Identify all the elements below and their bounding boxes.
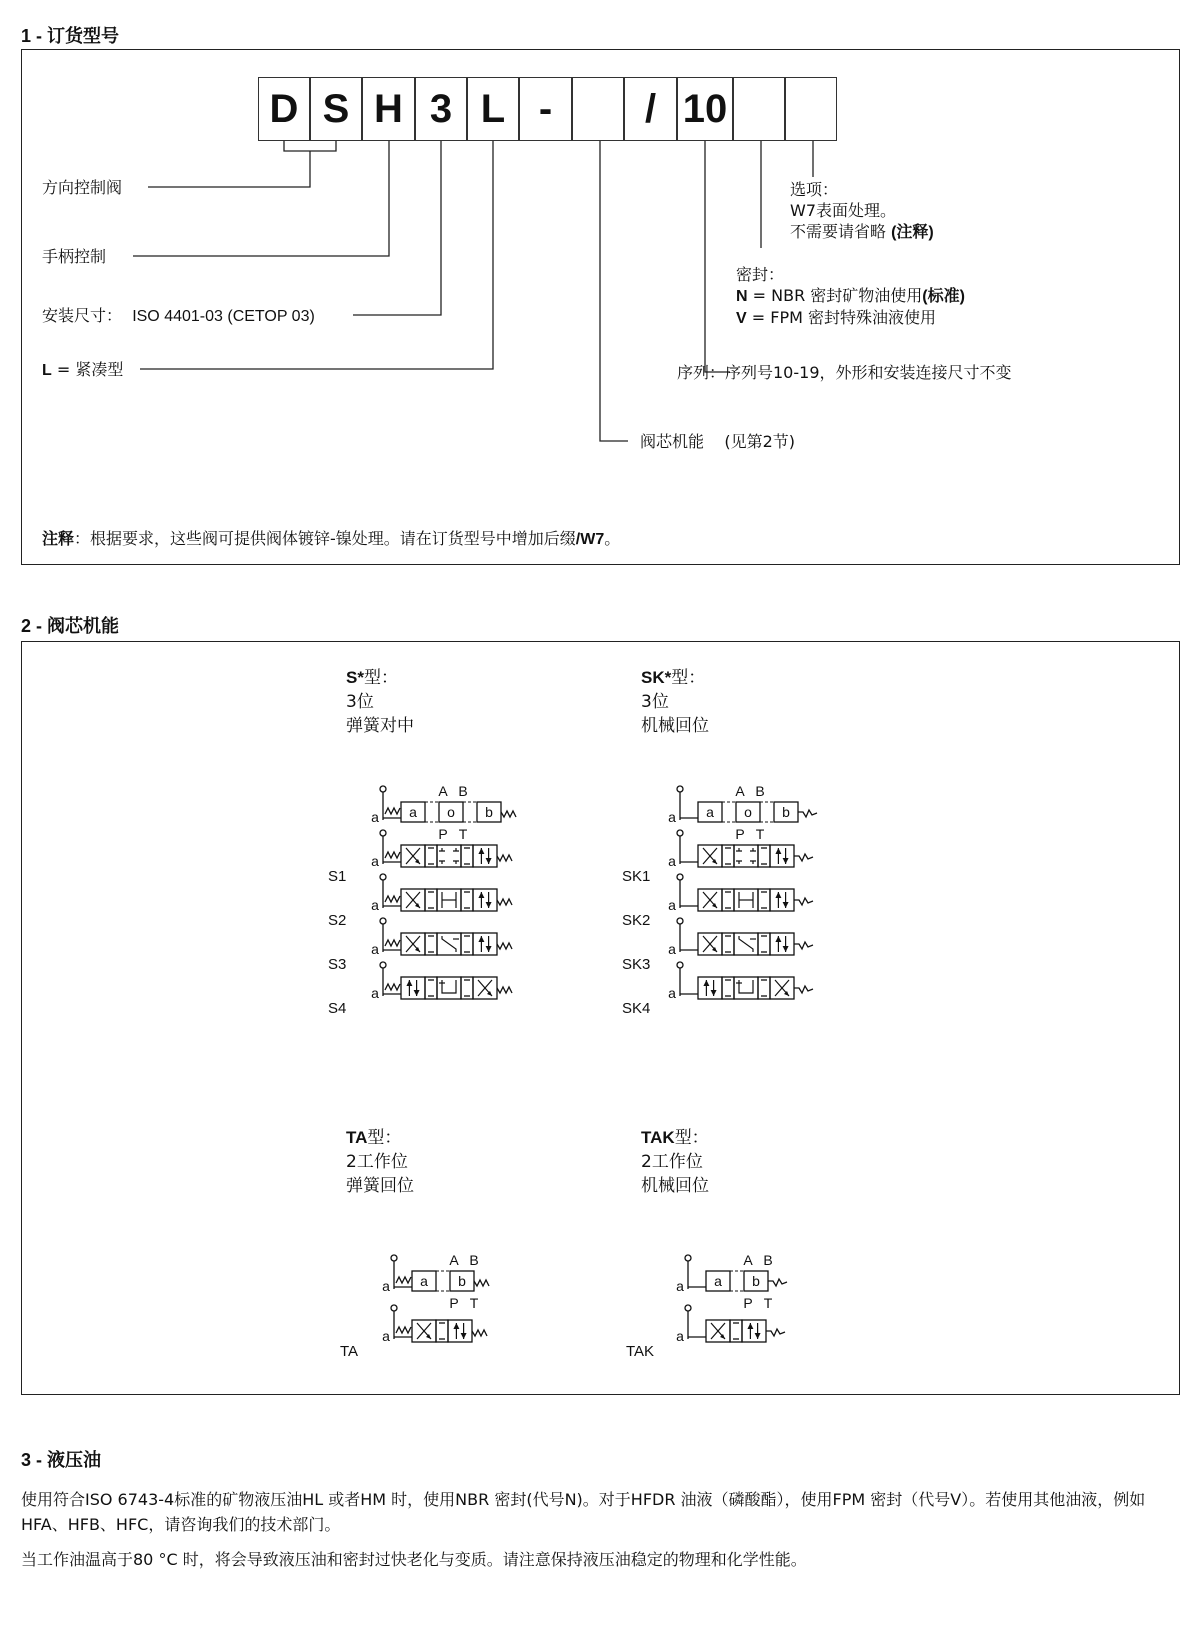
lever-a-label: a <box>676 1278 684 1294</box>
label-series: 序列：序列号10-19，外形和安装连接尺寸不变 <box>677 363 1012 382</box>
port-b-label: B <box>458 783 468 799</box>
spool-text: 阀芯机能 <box>640 432 705 451</box>
arrow-head <box>775 936 781 942</box>
mechanical-return-icon <box>794 942 813 949</box>
arrow-head <box>775 892 781 898</box>
row-label-s2: S2 <box>328 912 347 929</box>
lever-knob <box>380 918 386 924</box>
seal-n-key: N <box>736 288 748 305</box>
arrow-head <box>486 858 492 864</box>
spring-left-icon <box>385 808 400 814</box>
port-block <box>453 848 459 851</box>
seal-v-text: = FPM 密封特殊油液使用 <box>746 308 936 327</box>
spool-cell <box>437 845 461 867</box>
mechanical-return-icon <box>794 986 813 993</box>
port-block <box>750 848 756 851</box>
arrow-head <box>747 1323 753 1329</box>
lever-a-label: a <box>371 897 379 913</box>
port-b-label: B <box>469 1252 479 1268</box>
code-cell-l: L <box>467 77 519 141</box>
spool-label-o: o <box>744 804 752 820</box>
lever-knob <box>677 918 683 924</box>
row-label-ta: TA <box>340 1343 359 1360</box>
spring-left-icon <box>385 940 400 946</box>
arrow-head <box>755 1333 761 1339</box>
spool-cell <box>734 845 758 867</box>
lever-knob <box>677 962 683 968</box>
spool-cell <box>448 1320 472 1342</box>
port-b-label: B <box>763 1252 773 1268</box>
arrow-head <box>775 848 781 854</box>
option-note: (注释) <box>891 224 934 241</box>
port-p-label: P <box>449 1295 459 1311</box>
lever-a-label: a <box>382 1328 390 1344</box>
spool-cell <box>473 933 497 955</box>
spool-cell <box>770 889 794 911</box>
row-label-s3: S3 <box>328 956 347 973</box>
section1-title: 1 - 订货型号 <box>21 26 120 46</box>
row-label-sk4: SK4 <box>622 1000 651 1017</box>
arrow-head <box>486 902 492 908</box>
note-end: 。 <box>604 529 621 548</box>
spring-left-icon <box>385 852 400 858</box>
spool-cell <box>770 933 794 955</box>
port-a-label: A <box>743 1252 753 1268</box>
spool-row-symbol <box>668 874 813 913</box>
port-a-label: A <box>735 783 745 799</box>
spring-right-icon <box>474 1280 489 1286</box>
lever-knob <box>380 786 386 792</box>
spool-cell <box>698 977 722 999</box>
code-cell-slash: / <box>624 77 677 141</box>
mechanical-return-icon <box>798 810 817 817</box>
section3-title: 3 - 液压油 <box>21 1450 102 1470</box>
arrow-head <box>461 1333 467 1339</box>
mechanical-return-icon <box>766 1329 785 1336</box>
spool-cell <box>437 977 461 999</box>
lever-knob <box>380 874 386 880</box>
arrow-head <box>703 980 709 986</box>
arrow-head <box>711 990 717 996</box>
lever-a-label: a <box>668 853 676 869</box>
lever-knob <box>677 874 683 880</box>
lever-a-label: a <box>371 809 379 825</box>
port-block <box>439 848 445 851</box>
flow-u <box>739 980 753 993</box>
code-cell-d: D <box>258 77 310 141</box>
spool-label-b: b <box>485 804 493 820</box>
port-b-label: B <box>755 783 765 799</box>
arrow-head <box>486 946 492 952</box>
arrow-head <box>414 990 420 996</box>
row-label-sk1: SK1 <box>622 868 651 885</box>
arrow-head <box>478 848 484 854</box>
spool-label-b: b <box>458 1273 466 1289</box>
arrow-head <box>783 858 789 864</box>
arrow-head <box>406 980 412 986</box>
note-suffix: /W7 <box>575 531 605 548</box>
spring-left-icon <box>385 896 400 902</box>
group-tak-heading: TAK型： 2工作位 机械回位 <box>641 1128 709 1196</box>
lever-a-label: a <box>371 853 379 869</box>
arrow-head <box>783 902 789 908</box>
label-directional-valve: 方向控制阀 <box>42 178 123 197</box>
spool-header-symbol <box>676 1252 787 1311</box>
spool-cell <box>473 889 497 911</box>
port-p-label: P <box>438 826 448 842</box>
lever-knob <box>380 830 386 836</box>
lever-a-label: a <box>371 941 379 957</box>
lever-knob <box>685 1255 691 1261</box>
arrow-head <box>783 946 789 952</box>
compact-text: = 紧凑型 <box>51 360 124 379</box>
port-p-label: P <box>735 826 745 842</box>
spring-right-icon <box>497 943 512 949</box>
option-title: 选项： <box>790 180 839 199</box>
lever-a-label: a <box>668 809 676 825</box>
spool-label-a: a <box>714 1273 722 1289</box>
arrow-head <box>478 892 484 898</box>
row-label-s1: S1 <box>328 868 347 885</box>
code-cell-h: H <box>362 77 415 141</box>
row-label-sk3: SK3 <box>622 956 651 973</box>
mounting-prefix: 安装尺寸： <box>42 306 123 325</box>
spool-ref: (见第2节) <box>724 432 796 451</box>
spool-cell <box>734 977 758 999</box>
option-line2: 不需要请省略 (注释) <box>790 222 934 241</box>
arrow-head <box>478 936 484 942</box>
section3-para1: 使用符合ISO 6743-4标准的矿物液压油HL 或者HM 时，使用NBR 密封(代号N)。对于HFDR 油液（磷酸酯），使用FPM 密封（代号V）。若使用其他油液，例如HFA、HFB、HFC，请咨询我们的技术部门。 <box>21 1490 1146 1534</box>
spring-left-icon <box>396 1327 411 1333</box>
lever-a-label: a <box>668 985 676 1001</box>
port-t-label: T <box>763 1295 773 1311</box>
port-a-label: A <box>438 783 448 799</box>
seal-v-key: V <box>736 310 747 327</box>
option-line1: W7表面处理。 <box>790 201 897 220</box>
spool-label-o: o <box>447 804 455 820</box>
row-label-sk2: SK2 <box>622 912 651 929</box>
spool-row-symbol <box>371 874 512 913</box>
spool-row-symbol <box>668 962 813 1001</box>
lever-knob <box>391 1255 397 1261</box>
port-block <box>750 861 756 864</box>
lever-a-label: a <box>676 1328 684 1344</box>
port-t-label: T <box>755 826 765 842</box>
row-label-tak: TAK <box>626 1343 655 1360</box>
spring-right-icon <box>497 987 512 993</box>
port-t-label: T <box>458 826 468 842</box>
port-block <box>439 861 445 864</box>
spool-header-symbol <box>382 1252 489 1311</box>
spool-row-symbol <box>371 918 512 957</box>
spool-row-symbol <box>668 918 813 957</box>
spool-cell <box>742 1320 766 1342</box>
port-block <box>453 861 459 864</box>
mechanical-return-icon <box>794 898 813 905</box>
port-block <box>736 848 742 851</box>
port-p-label: P <box>743 1295 753 1311</box>
spool-header-symbol <box>668 783 817 842</box>
spring-right-icon <box>497 855 512 861</box>
lever-a-label: a <box>668 897 676 913</box>
seal-n-std: (标准) <box>922 288 965 305</box>
spool-label-b: b <box>752 1273 760 1289</box>
compact-key: L <box>42 362 52 379</box>
lever-a-label: a <box>668 941 676 957</box>
spring-right-icon <box>472 1330 487 1336</box>
lever-knob <box>380 962 386 968</box>
section3-para2: 当工作油温高于80 °C 时，将会导致液压油和密封过快老化与变质。请注意保持液压油稳定的物理和化学性能。 <box>21 1550 807 1569</box>
label-lever-control: 手柄控制 <box>42 247 107 266</box>
port-a-label: A <box>449 1252 459 1268</box>
port-t-label: T <box>469 1295 479 1311</box>
group-s-heading: S*型： 3位 弹簧对中 <box>346 668 414 736</box>
spring-left-icon <box>396 1277 411 1283</box>
spool-label-b: b <box>782 804 790 820</box>
seal-title: 密封： <box>736 265 785 284</box>
lever-a-label: a <box>371 985 379 1001</box>
group-sk-heading: SK*型： 3位 机械回位 <box>641 668 709 736</box>
arrow-head <box>453 1323 459 1329</box>
lever-knob <box>677 786 683 792</box>
spring-left-icon <box>385 984 400 990</box>
spool-cell <box>401 977 425 999</box>
spool-label-a: a <box>420 1273 428 1289</box>
spool-header-symbol <box>371 783 516 842</box>
spring-right-icon <box>497 899 512 905</box>
code-cell-dash: - <box>519 77 572 141</box>
spool-cell <box>770 845 794 867</box>
spool-label-a: a <box>409 804 417 820</box>
note-key: 注释 <box>42 531 75 548</box>
spool-cell <box>473 845 497 867</box>
lever-knob <box>391 1305 397 1311</box>
spring-right-icon <box>501 811 516 817</box>
lever-knob <box>677 830 683 836</box>
code-cell-s: S <box>310 77 362 141</box>
spool-label-a: a <box>706 804 714 820</box>
lever-knob <box>685 1305 691 1311</box>
flow-u <box>442 980 456 993</box>
note-text: ：根据要求，这些阀可提供阀体镀锌-镍处理。请在订货型号中增加后缀 <box>74 529 576 548</box>
mounting-value: ISO 4401-03 (CETOP 03) <box>132 308 315 325</box>
spool-row-symbol <box>371 962 512 1001</box>
port-block <box>736 861 742 864</box>
code-cell-3: 3 <box>415 77 467 141</box>
group-ta-heading: TA型： 2工作位 弹簧回位 <box>346 1128 414 1196</box>
lever-a-label: a <box>382 1278 390 1294</box>
section2-title: 2 - 阀芯机能 <box>21 616 120 636</box>
code-cell-series: 10 <box>677 77 733 141</box>
seal-n-text: = NBR 密封矿物油使用 <box>747 286 923 305</box>
mechanical-return-icon <box>794 854 813 861</box>
mechanical-return-icon <box>768 1279 787 1286</box>
row-label-s4: S4 <box>328 1000 347 1017</box>
